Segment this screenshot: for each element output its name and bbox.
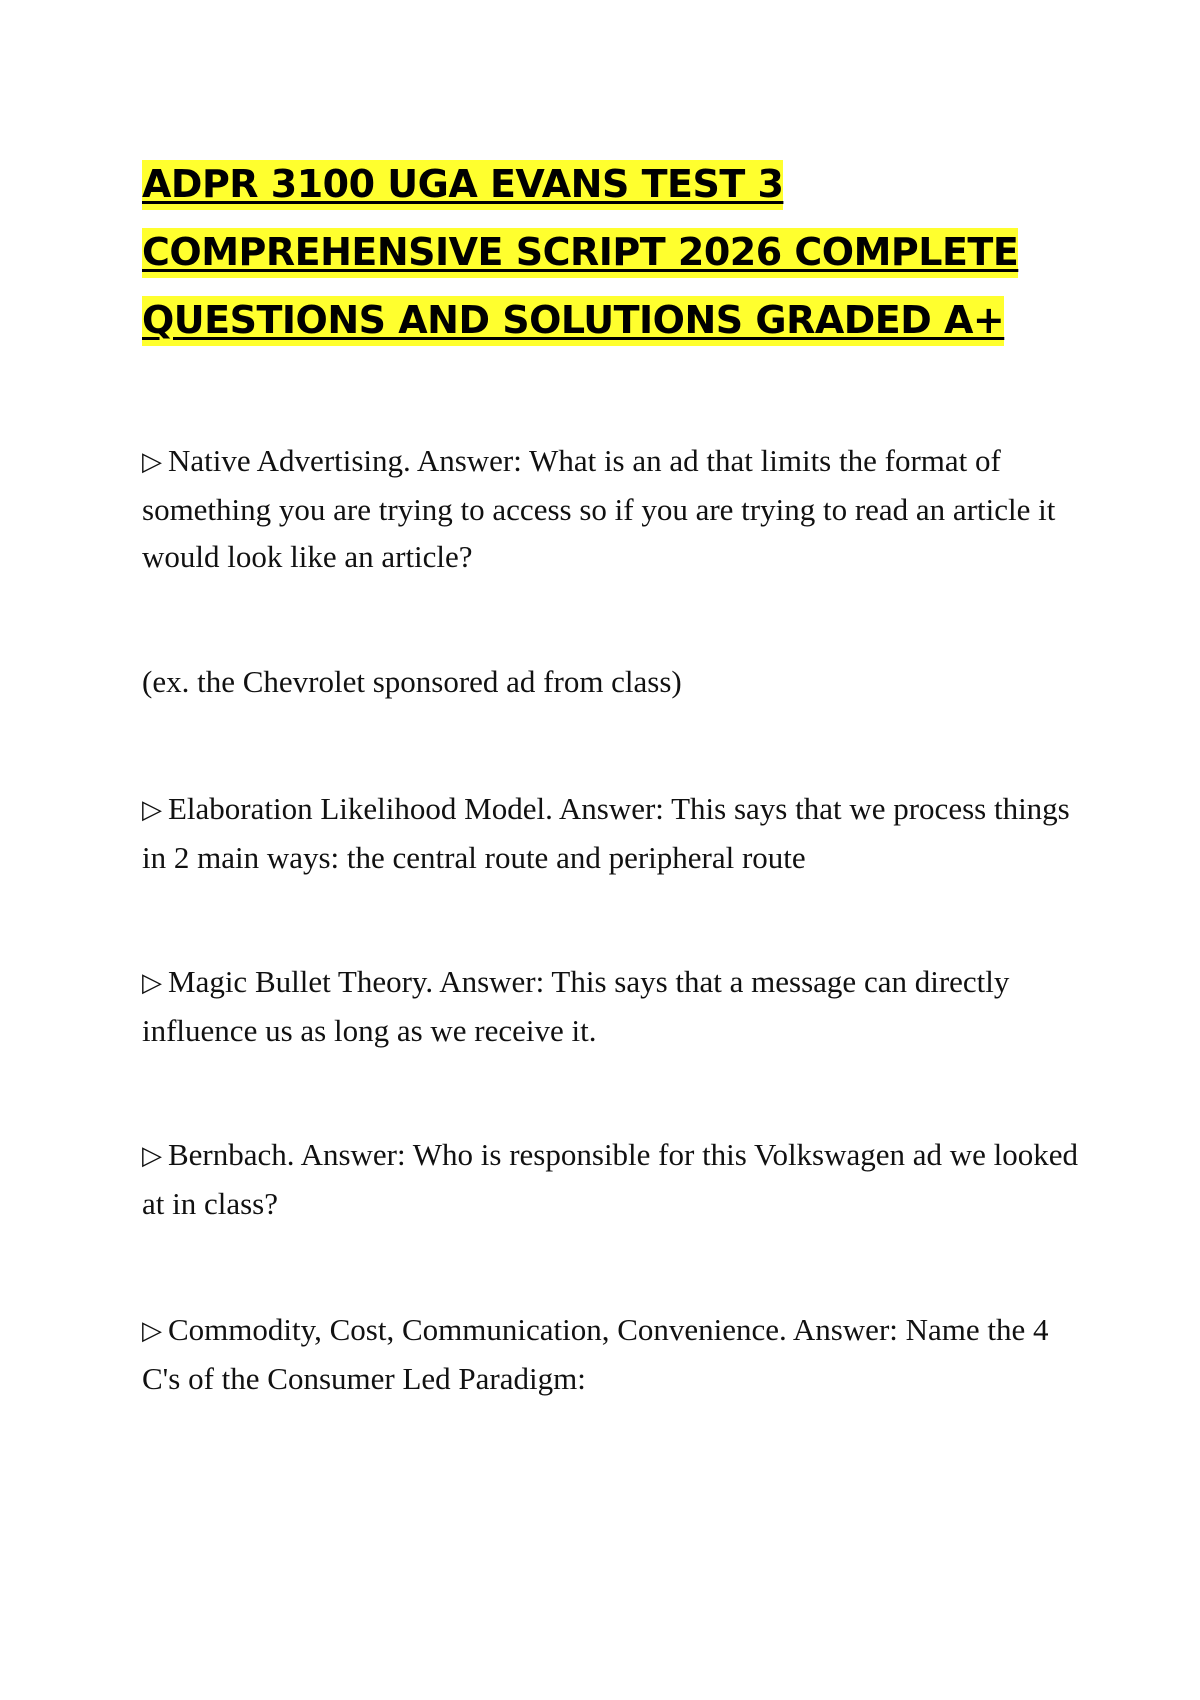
qa-item-text: Elaboration Likelihood Model. Answer: This says that we process things in 2 main ways: the central route and peripheral route (142, 791, 1070, 875)
qa-item-text: Bernbach. Answer: Who is responsible for this Volkswagen ad we looked at in class? (142, 1137, 1079, 1221)
triangle-right-outline-icon: ▷ (142, 1141, 162, 1171)
qa-item-bernbach (142, 1131, 1082, 1227)
title-line-1-text: ADPR 3100 UGA EVANS TEST 3 (142, 160, 783, 210)
qa-item-magic-bullet (142, 958, 1082, 1054)
title-line-2-text: COMPREHENSIVE SCRIPT 2026 COMPLETE (142, 228, 1018, 278)
triangle-right-outline-icon: ▷ (142, 795, 162, 825)
qa-item-example-note (142, 658, 1082, 705)
title-line-3-text: QUESTIONS AND SOLUTIONS GRADED A+ (142, 296, 1004, 346)
document-title (142, 150, 1082, 354)
triangle-right-outline-icon: ▷ (142, 1316, 162, 1346)
qa-item-text: Native Advertising. Answer: What is an ad that limits the format of something you are trying to access so if you are trying to read an article it would look like an article? (142, 443, 1056, 574)
triangle-right-outline-icon: ▷ (142, 447, 162, 477)
title-line-3 (142, 286, 1082, 354)
qa-item-text: Commodity, Cost, Communication, Convenience. Answer: Name the 4 C's of the Consumer Led Paradigm: (142, 1312, 1049, 1396)
title-line-1 (142, 150, 1082, 218)
qa-item-text: (ex. the Chevrolet sponsored ad from class) (142, 664, 682, 699)
qa-item-native-advertising (142, 437, 1082, 580)
qa-item-text: Magic Bullet Theory. Answer: This says that a message can directly influence us as long as we receive it. (142, 964, 1010, 1048)
qa-item-elaboration-likelihood (142, 785, 1082, 881)
triangle-right-outline-icon: ▷ (142, 968, 162, 998)
title-line-2 (142, 218, 1082, 286)
qa-item-four-cs (142, 1306, 1082, 1402)
